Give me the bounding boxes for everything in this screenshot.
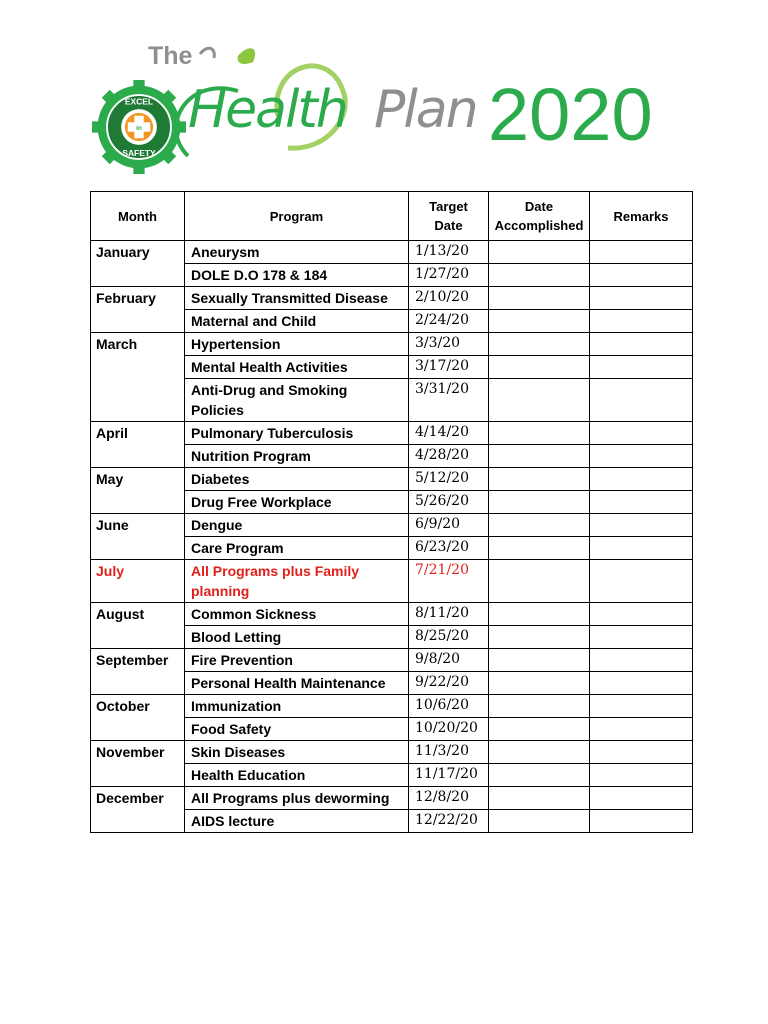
remarks-cell[interactable] — [590, 787, 693, 810]
date-accomplished-cell[interactable] — [489, 718, 590, 741]
program-cell: Personal Health Maintenance — [185, 672, 409, 695]
date-accomplished-cell[interactable] — [489, 787, 590, 810]
target-date-cell: 5/12/20 — [409, 468, 489, 491]
table-row — [91, 787, 693, 810]
target-date-cell: 6/9/20 — [409, 514, 489, 537]
month-cell: July — [91, 560, 185, 603]
date-accomplished-cell[interactable] — [489, 445, 590, 468]
date-accomplished-cell[interactable] — [489, 626, 590, 649]
target-date-cell: 4/28/20 — [409, 445, 489, 468]
remarks-cell[interactable] — [590, 741, 693, 764]
date-accomplished-cell[interactable] — [489, 468, 590, 491]
table-row — [91, 468, 693, 491]
target-date-cell: 12/22/20 — [409, 810, 489, 833]
table-row — [91, 741, 693, 764]
date-accomplished-cell[interactable] — [489, 560, 590, 603]
table-row — [91, 241, 693, 264]
date-accomplished-cell[interactable] — [489, 672, 590, 695]
target-date-cell: 6/23/20 — [409, 537, 489, 560]
target-date-cell: 3/17/20 — [409, 356, 489, 379]
table-body — [91, 241, 693, 833]
target-date-cell: 1/27/20 — [409, 264, 489, 287]
target-date-cell: 12/8/20 — [409, 787, 489, 810]
remarks-cell[interactable] — [590, 560, 693, 603]
excel-in-safety-seal-icon — [92, 80, 186, 174]
date-accomplished-cell[interactable] — [489, 537, 590, 560]
header-target-date — [409, 192, 489, 241]
table-row — [91, 333, 693, 356]
table-row — [91, 514, 693, 537]
remarks-cell[interactable] — [590, 491, 693, 514]
remarks-cell[interactable] — [590, 422, 693, 445]
logo-plan: Plan — [374, 80, 477, 140]
remarks-cell[interactable] — [590, 264, 693, 287]
date-accomplished-cell[interactable] — [489, 649, 590, 672]
program-cell: Sexually Transmitted Disease — [185, 287, 409, 310]
month-cell: February — [91, 287, 185, 333]
program-cell: Anti-Drug and Smoking Policies — [185, 379, 409, 422]
remarks-cell[interactable] — [590, 649, 693, 672]
date-accomplished-cell[interactable] — [489, 333, 590, 356]
table-row — [91, 287, 693, 310]
target-date-cell: 11/3/20 — [409, 741, 489, 764]
table-row — [91, 422, 693, 445]
date-accomplished-cell[interactable] — [489, 241, 590, 264]
date-accomplished-cell[interactable] — [489, 695, 590, 718]
remarks-cell[interactable] — [590, 626, 693, 649]
date-accomplished-cell[interactable] — [489, 741, 590, 764]
target-date-cell: 11/17/20 — [409, 764, 489, 787]
logo-health: Health — [188, 80, 347, 140]
program-cell: All Programs plus deworming — [185, 787, 409, 810]
target-date-cell: 10/6/20 — [409, 695, 489, 718]
month-cell: December — [91, 787, 185, 833]
date-accomplished-cell[interactable] — [489, 356, 590, 379]
date-accomplished-cell[interactable] — [489, 264, 590, 287]
remarks-cell[interactable] — [590, 468, 693, 491]
month-cell: November — [91, 741, 185, 787]
remarks-cell[interactable] — [590, 356, 693, 379]
seal-center-text: in — [136, 124, 142, 132]
target-date-cell: 8/25/20 — [409, 626, 489, 649]
table-row — [91, 603, 693, 626]
program-cell: Mental Health Activities — [185, 356, 409, 379]
remarks-cell[interactable] — [590, 514, 693, 537]
date-accomplished-cell[interactable] — [489, 310, 590, 333]
target-date-cell: 9/8/20 — [409, 649, 489, 672]
remarks-cell[interactable] — [590, 333, 693, 356]
program-cell: Blood Letting — [185, 626, 409, 649]
remarks-cell[interactable] — [590, 810, 693, 833]
program-cell: Dengue — [185, 514, 409, 537]
remarks-cell[interactable] — [590, 445, 693, 468]
remarks-cell[interactable] — [590, 537, 693, 560]
header-accomplished-line1: Date — [524, 199, 554, 214]
header-accomplished-line2: Accomplished — [494, 218, 584, 233]
logo-the: The — [148, 42, 193, 70]
table-row — [91, 649, 693, 672]
target-date-cell: 9/22/20 — [409, 672, 489, 695]
program-cell: Common Sickness — [185, 603, 409, 626]
month-cell: March — [91, 333, 185, 422]
date-accomplished-cell[interactable] — [489, 603, 590, 626]
target-date-cell: 1/13/20 — [409, 241, 489, 264]
program-cell: Pulmonary Tuberculosis — [185, 422, 409, 445]
date-accomplished-cell[interactable] — [489, 810, 590, 833]
remarks-cell[interactable] — [590, 241, 693, 264]
program-cell: Drug Free Workplace — [185, 491, 409, 514]
target-date-cell: 7/21/20 — [409, 560, 489, 603]
header-program: Program — [185, 192, 409, 241]
seal-bottom-text: SAFETY — [122, 148, 156, 159]
remarks-cell[interactable] — [590, 310, 693, 333]
health-plan-table — [90, 191, 693, 833]
header-month: Month — [91, 192, 185, 241]
program-cell: Care Program — [185, 537, 409, 560]
seal-top-text: EXCEL — [124, 96, 154, 107]
program-cell: Skin Diseases — [185, 741, 409, 764]
header-target-line2: Date — [434, 218, 463, 233]
month-cell: October — [91, 695, 185, 741]
header-date-accomplished — [489, 192, 590, 241]
table-row — [91, 560, 693, 603]
program-cell: Food Safety — [185, 718, 409, 741]
table-header-row — [91, 192, 693, 241]
remarks-cell[interactable] — [590, 287, 693, 310]
header-target-line1: Target — [429, 199, 468, 214]
target-date-cell: 4/14/20 — [409, 422, 489, 445]
remarks-cell[interactable] — [590, 603, 693, 626]
program-cell: AIDS lecture — [185, 810, 409, 833]
remarks-cell[interactable] — [590, 695, 693, 718]
month-cell: January — [91, 241, 185, 287]
date-accomplished-cell[interactable] — [489, 764, 590, 787]
program-cell: Health Education — [185, 764, 409, 787]
date-accomplished-cell[interactable] — [489, 379, 590, 422]
target-date-cell: 8/11/20 — [409, 603, 489, 626]
month-cell: June — [91, 514, 185, 560]
target-date-cell: 2/10/20 — [409, 287, 489, 310]
date-accomplished-cell[interactable] — [489, 422, 590, 445]
program-cell: Fire Prevention — [185, 649, 409, 672]
month-cell: April — [91, 422, 185, 468]
logo-year: 2020 — [488, 73, 653, 156]
date-accomplished-cell[interactable] — [489, 287, 590, 310]
program-cell: Nutrition Program — [185, 445, 409, 468]
table-row — [91, 695, 693, 718]
target-date-cell: 5/26/20 — [409, 491, 489, 514]
program-cell: Aneurysm — [185, 241, 409, 264]
remarks-cell[interactable] — [590, 764, 693, 787]
date-accomplished-cell[interactable] — [489, 491, 590, 514]
month-cell: May — [91, 468, 185, 514]
month-cell: September — [91, 649, 185, 695]
remarks-cell[interactable] — [590, 718, 693, 741]
remarks-cell[interactable] — [590, 379, 693, 422]
program-cell: Hypertension — [185, 333, 409, 356]
remarks-cell[interactable] — [590, 672, 693, 695]
program-cell: Diabetes — [185, 468, 409, 491]
header-remarks: Remarks — [590, 192, 693, 241]
program-cell: DOLE D.O 178 & 184 — [185, 264, 409, 287]
target-date-cell: 10/20/20 — [409, 718, 489, 741]
target-date-cell: 2/24/20 — [409, 310, 489, 333]
program-cell: Maternal and Child — [185, 310, 409, 333]
target-date-cell: 3/31/20 — [409, 379, 489, 422]
target-date-cell: 3/3/20 — [409, 333, 489, 356]
program-cell: Immunization — [185, 695, 409, 718]
month-cell: August — [91, 603, 185, 649]
date-accomplished-cell[interactable] — [489, 514, 590, 537]
program-cell: All Programs plus Family planning — [185, 560, 409, 603]
header-logo — [88, 36, 688, 166]
